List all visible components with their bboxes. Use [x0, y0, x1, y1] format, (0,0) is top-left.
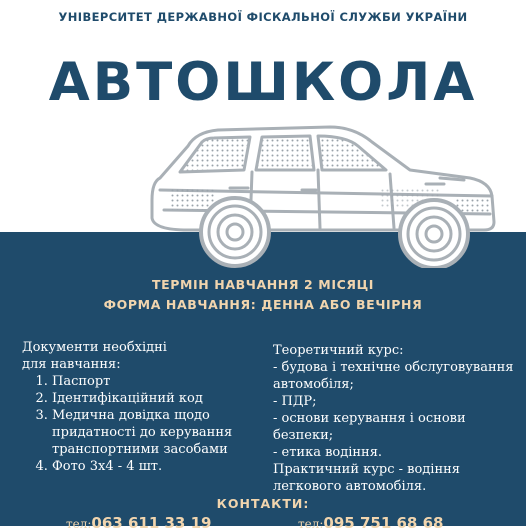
documents-block: [22, 339, 272, 475]
car-icon: [140, 118, 510, 268]
study-duration: ТЕРМІН НАВЧАННЯ 2 МІСЯЦІ: [151, 277, 375, 292]
study-form: ФОРМА НАВЧАННЯ: ДЕННА АБО ВЕЧІРНЯ: [103, 297, 423, 312]
documents-list: [22, 373, 272, 475]
list-item: 1. Паспорт: [52, 373, 272, 390]
list-item: 4. Фото 3х4 - 4 шт.: [52, 458, 272, 475]
course-block: [273, 342, 523, 495]
list-item: - ПДР;: [273, 394, 317, 409]
page-title: АВТОШКОЛА: [48, 52, 478, 113]
contacts-title: КОНТАКТИ:: [216, 496, 310, 511]
documents-heading-line1: Документи необхідні: [22, 340, 167, 355]
list-item: 3. Медична довідка щодо придатності до керування транспортними засобами: [52, 407, 272, 458]
list-item: - основи керування і основи безпеки;: [273, 411, 466, 443]
theory-heading: Теоретичний курс:: [273, 343, 404, 358]
phone-number-1[interactable]: [66, 514, 211, 532]
phone-prefix: тел:: [66, 517, 92, 531]
phone-value: 095 751 68 68: [323, 514, 444, 532]
phone-value: 063 611 33 19: [91, 514, 212, 532]
list-item: 2. Ідентифікаційний код: [52, 390, 272, 407]
practice-course: Практичний курс - водіння легкового автомобіля.: [273, 462, 460, 494]
phone-number-2[interactable]: [298, 514, 443, 532]
documents-heading-line2: для навчання:: [22, 357, 121, 372]
phone-prefix: тел:: [298, 517, 324, 531]
list-item: - будова і технічне обслуговування автомобіля;: [273, 360, 514, 392]
list-item: - етика водіння.: [273, 445, 383, 460]
university-name: УНІВЕРСИТЕТ ДЕРЖАВНОЇ ФІСКАЛЬНОЇ СЛУЖБИ УКРАЇНИ: [58, 10, 468, 24]
